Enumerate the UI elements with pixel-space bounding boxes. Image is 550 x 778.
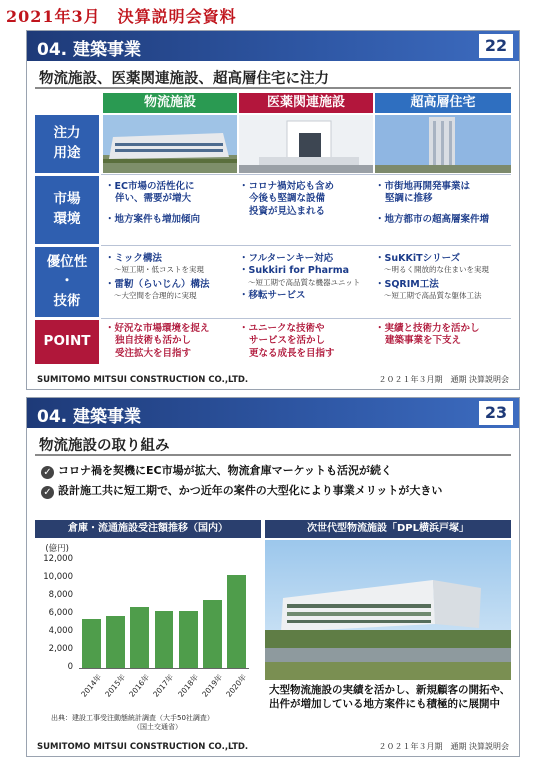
row-label-text: 用途 — [53, 145, 81, 161]
photo-panel-title: 次世代型物流施設「DPL横浜戸塚」 — [265, 520, 511, 538]
x-tick-label: 2019年 — [200, 672, 225, 699]
market-text: ・ 地方都市の超高層案件増 — [375, 214, 513, 226]
tech-medical — [239, 253, 373, 303]
row-label-market — [35, 176, 99, 244]
point-text: ・ ユニークな技術や — [239, 323, 373, 335]
slide-title: 04. 建築事業 — [37, 40, 142, 60]
footer-event: ２０２１年３月期 通期 決算説明会 — [378, 375, 509, 384]
column-header-highrise: 超高層住宅 — [375, 93, 511, 113]
check-text: コロナ禍を契機にEC市場が拡大、物流倉庫マーケットも活況が続く — [58, 464, 393, 477]
market-medical — [239, 181, 373, 218]
row-separator — [101, 245, 511, 246]
x-tick-label: 2018年 — [175, 672, 200, 699]
footer-event: ２０２１年３月期 通期 決算説明会 — [378, 742, 509, 751]
market-text: 伴い、需要が増大 — [115, 193, 192, 205]
tech-item: ・ SQRIM工法 — [375, 279, 513, 291]
photo-caption: 大型物流施設の実績を活かし、新規顧客の開拓や、出件が増加している地方案件にも積極的に展開中 — [269, 684, 511, 711]
dpl-yokohama-totsuka-photo — [265, 540, 511, 680]
source-line: 出典：建設工事受注動態統計調査（大手50社調査） — [51, 714, 214, 722]
row-separator — [101, 174, 511, 175]
divider — [35, 87, 511, 89]
x-tick-label: 2017年 — [151, 672, 176, 699]
point-text: ・ 実績と技術力を活かし — [375, 323, 513, 335]
column-header-logistics: 物流施設 — [103, 93, 237, 113]
row-label-text: 市場 — [53, 191, 81, 208]
row-label-text: 優位性 — [46, 253, 88, 270]
tech-item: ・ Sukkiri for Pharma — [239, 265, 373, 277]
row-label-text: 注力 — [53, 125, 81, 142]
bar-2020年 — [227, 575, 246, 668]
check-icon: ✓ — [41, 466, 54, 479]
y-tick-label: 8,000 — [48, 590, 73, 600]
bar-2016年 — [130, 607, 149, 668]
point-logistics — [105, 323, 237, 360]
orders-bar-chart — [35, 540, 261, 730]
y-tick-label: 10,000 — [43, 572, 73, 582]
point-text: 独自技術も活かし — [115, 335, 192, 347]
x-tick-label: 2020年 — [224, 672, 249, 699]
slide-header — [27, 31, 519, 61]
bar-2015年 — [106, 616, 125, 668]
divider — [35, 454, 511, 456]
market-text: ・ 市街地再開発事業は — [375, 181, 513, 193]
market-text: 堅調に推移 — [385, 193, 433, 205]
tech-note: ～短工期で高品質な躯体工法 — [384, 291, 482, 301]
market-logistics — [105, 181, 237, 226]
x-axis-line — [79, 668, 249, 669]
tech-highrise — [375, 253, 513, 301]
tech-item: ・ ミック構法 — [105, 253, 237, 265]
bar-2018年 — [179, 611, 198, 668]
page-number: 22 — [479, 34, 513, 58]
y-tick-label: 2,000 — [48, 644, 73, 654]
x-tick-label: 2015年 — [103, 672, 128, 699]
source-line: （国土交通省） — [133, 723, 182, 732]
slide-title: 04. 建築事業 — [37, 407, 142, 427]
tech-note: ～短工期・低コストを実現 — [114, 265, 204, 275]
point-text: サービスを活かし — [249, 335, 326, 347]
x-tick-label: 2016年 — [127, 672, 152, 699]
highrise-photo — [375, 115, 511, 173]
y-tick-label: 0 — [67, 662, 73, 672]
check-item — [41, 482, 442, 499]
page-number: 23 — [479, 401, 513, 425]
tech-item: ・ 雷靭（らいじん）構法 — [105, 279, 237, 291]
medical-facility-photo — [239, 115, 373, 173]
market-text: ・ EC市場の活性化に — [105, 181, 237, 193]
point-medical — [239, 323, 373, 360]
column-header-medical: 医薬関連施設 — [239, 93, 373, 113]
tech-item: ・ フルターンキー対応 — [239, 253, 373, 265]
row-label-point: POINT — [35, 320, 99, 364]
check-text: 設計施工共に短工期で、かつ近年の案件の大型化により事業メリットが大きい — [58, 484, 443, 497]
market-text: ・ 地方案件も増加傾向 — [105, 214, 237, 226]
slide-subtitle: 物流施設、医薬関連施設、超高層住宅に注力 — [39, 71, 329, 87]
point-highrise — [375, 323, 513, 348]
check-icon: ✓ — [41, 486, 54, 499]
x-tick-label: 2014年 — [78, 672, 103, 699]
row-label-advantage — [35, 247, 99, 317]
point-text: 受注拡大を目指す — [115, 347, 192, 359]
point-text: 建築事業を下支え — [385, 335, 462, 347]
document-title: 2021年3月 決算説明会資料 — [6, 7, 237, 26]
logistics-facility-photo — [103, 115, 237, 173]
y-tick-label: 12,000 — [43, 554, 73, 564]
slide-subtitle: 物流施設の取り組み — [39, 438, 170, 454]
market-text: 投資が見込まれる — [249, 205, 326, 217]
point-text: 更なる成長を目指す — [249, 347, 335, 359]
slide-header — [27, 398, 519, 428]
chart-panel-title: 倉庫・流通施設受注額推移（国内） — [35, 520, 261, 538]
bar-2019年 — [203, 600, 222, 668]
tech-logistics — [105, 253, 237, 301]
y-axis-unit: (億円) — [45, 544, 69, 554]
tech-note: ～短工期で高品質な機器ユニット — [248, 277, 361, 287]
slide-23 — [26, 397, 520, 757]
tech-item: ・ SuKKiTシリーズ — [375, 253, 513, 265]
y-tick-label: 6,000 — [48, 608, 73, 618]
slide-22 — [26, 30, 520, 390]
y-tick-label: 4,000 — [48, 626, 73, 636]
point-text: ・ 好況な市場環境を捉え — [105, 323, 237, 335]
footer-company: SUMITOMO MITSUI CONSTRUCTION CO.,LTD. — [37, 375, 249, 385]
market-highrise — [375, 181, 513, 226]
market-text: ・ コロナ禍対応も含め — [239, 181, 373, 193]
bar-2017年 — [155, 611, 174, 668]
footer-company: SUMITOMO MITSUI CONSTRUCTION CO.,LTD. — [37, 742, 249, 752]
row-separator — [101, 318, 511, 319]
tech-note: ～大空間を合理的に実現 — [114, 291, 197, 301]
bar-2014年 — [82, 619, 101, 669]
row-label-text: 環境 — [53, 211, 81, 227]
chart-source — [51, 714, 214, 733]
tech-note: ～明るく開放的な住まいを実現 — [384, 265, 489, 275]
row-label-text: 技術 — [53, 292, 81, 309]
row-label-focus — [35, 115, 99, 173]
row-label-text: ・ — [60, 273, 74, 290]
check-item — [41, 462, 392, 479]
market-text: 今後も堅調な設備 — [249, 193, 326, 205]
tech-item: ・ 移転サービス — [239, 290, 373, 302]
